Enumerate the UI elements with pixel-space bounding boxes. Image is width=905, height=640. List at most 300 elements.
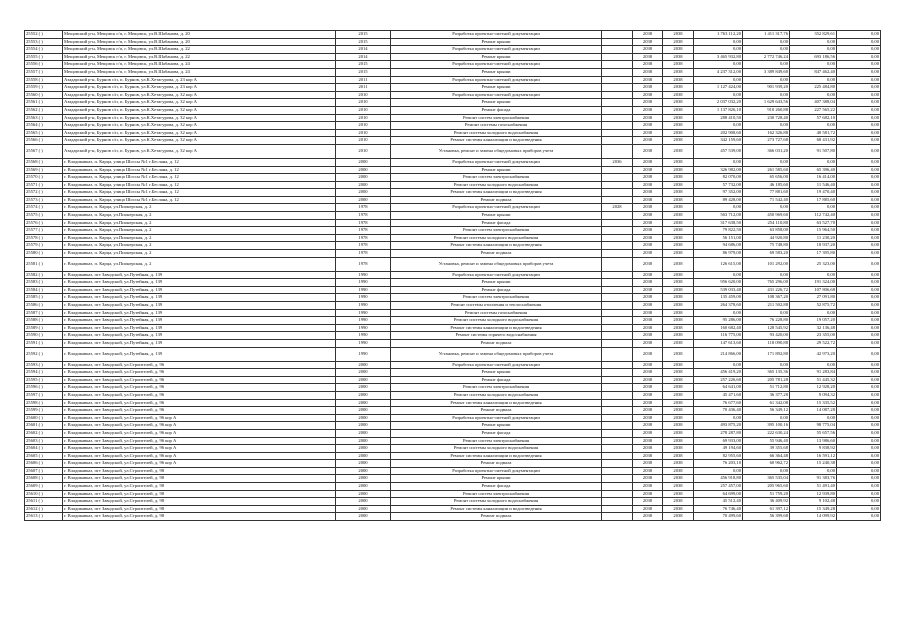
stage-year-cell <box>602 490 633 498</box>
stage-year-cell <box>602 38 633 46</box>
owners-cost-cell: 0,00 <box>790 309 837 317</box>
year-cell: 2000 <box>336 460 391 468</box>
year-cell: 2000 <box>336 399 391 407</box>
stage-year-cell <box>602 452 633 460</box>
total-cost-cell: 3 465 932,80 <box>694 53 743 61</box>
table-row <box>25 234 881 242</box>
year-cell: 2010 <box>336 91 391 99</box>
work-type-cell: Разработка проектно-сметной документации <box>391 467 602 475</box>
address-cell: Мещовский р-н, Мещовск г/п, г. Мещовск, ул.В.Шабанова, д. 22 <box>63 53 336 61</box>
address-cell: Мещовский р-н, Мещовск г/п, г. Мещовск, ул.В.Шабанова, д. 24 <box>63 68 336 76</box>
stage-year-cell <box>602 361 633 369</box>
fund-cost-cell: 108 367,20 <box>743 294 790 302</box>
plan-year-end-cell: 2038 <box>663 219 694 227</box>
other-cost-cell: 0,00 <box>837 279 881 287</box>
owners-cost-cell: 27 091,80 <box>790 294 837 302</box>
table-row <box>25 227 881 235</box>
year-cell: 2014 <box>336 46 391 54</box>
owners-cost-cell: 91 283,84 <box>790 369 837 377</box>
year-cell: 2010 <box>336 129 391 137</box>
address-cell: г. Владикавказ, пгт Заводской, ул.Строителей, д. 98 <box>63 483 336 491</box>
owners-cost-cell: 16 591,12 <box>790 452 837 460</box>
plan-year-end-cell: 2038 <box>663 122 694 130</box>
year-cell: 1990 <box>336 279 391 287</box>
address-cell: г. Владикавказ, пгт Заводской, ул.Путейная, д. 139 <box>63 317 336 325</box>
row-id: 25562 ( ) <box>25 106 63 114</box>
year-cell: 2000 <box>336 452 391 460</box>
table-row <box>25 286 881 294</box>
address-cell: г. Владикавказ, пгт Заводской, ул.Строителей, д. 96 кор А <box>63 445 336 453</box>
plan-year-end-cell: 2038 <box>663 158 694 166</box>
address-cell: г. Владикавказ, пгт Заводской, ул.Путейная, д. 139 <box>63 332 336 340</box>
total-cost-cell: 45 512,40 <box>694 498 743 506</box>
work-type-cell: Ремонт подвала <box>391 339 602 347</box>
other-cost-cell: 0,00 <box>837 38 881 46</box>
fund-cost-cell: 44 920,80 <box>743 234 790 242</box>
address-cell: Азадарский р-н, Бурнов с/п, п. Бурнов, ул.К.Хетагурова, д. 32 кор А <box>63 144 336 158</box>
other-cost-cell: 0,00 <box>837 498 881 506</box>
row-id: 25581 ( ) <box>25 257 63 271</box>
other-cost-cell: 0,00 <box>837 46 881 54</box>
stage-year-cell <box>602 219 633 227</box>
total-cost-cell: 1 137 826,10 <box>694 106 743 114</box>
year-cell: 1990 <box>336 324 391 332</box>
total-cost-cell: 257 457,00 <box>694 483 743 491</box>
stage-year-cell <box>602 271 633 279</box>
table-row <box>25 158 881 166</box>
work-type-cell: Разработка проектно-сметной документации <box>391 158 602 166</box>
plan-year-end-cell: 2038 <box>663 369 694 377</box>
plan-year-end-cell: 2038 <box>663 309 694 317</box>
row-id: 25611 ( ) <box>25 498 63 506</box>
fund-cost-cell: 910 260,88 <box>743 106 790 114</box>
work-type-cell: Разработка проектно-сметной документации <box>391 91 602 99</box>
fund-cost-cell: 765 296,00 <box>743 279 790 287</box>
plan-year-end-cell: 2038 <box>663 437 694 445</box>
other-cost-cell: 0,00 <box>837 445 881 453</box>
total-cost-cell: 4 237 312,00 <box>694 68 743 76</box>
work-type-cell: Ремонт систем электроснабжения <box>391 227 602 235</box>
owners-cost-cell: 0,00 <box>790 38 837 46</box>
fund-cost-cell: 254 110,80 <box>743 219 790 227</box>
address-cell: г. Владикавказ, пгт Заводской, ул.Строителей, д. 98 <box>63 513 336 521</box>
plan-year-start-cell: 2038 <box>633 31 663 39</box>
address-cell: г. Владикавказ, пгт Заводской, ул.Строителей, д. 96 <box>63 361 336 369</box>
table-row <box>25 99 881 107</box>
work-type-cell: Разработка проектно-сметной документации <box>391 204 602 212</box>
address-cell: г. Владикавказ, пгт Заводской, ул.Путейная, д. 139 <box>63 347 336 361</box>
table-row <box>25 339 881 347</box>
plan-year-start-cell: 2038 <box>633 309 663 317</box>
table-row <box>25 369 881 377</box>
plan-year-start-cell: 2038 <box>633 294 663 302</box>
total-cost-cell: 202 908,60 <box>694 129 743 137</box>
owners-cost-cell: 17 395,80 <box>790 250 837 258</box>
owners-cost-cell: 52 875,72 <box>790 302 837 310</box>
table-row <box>25 129 881 137</box>
owners-cost-cell: 15 349,28 <box>790 505 837 513</box>
address-cell: г. Владикавказ, пгт Заводской, ул.Строителей, д. 96 кор А <box>63 429 336 437</box>
year-cell: 2010 <box>336 137 391 145</box>
table-row <box>25 399 881 407</box>
work-type-cell: Ремонт системы горячего водоснабжения <box>391 332 602 340</box>
work-type-cell: Ремонт крыши <box>391 422 602 430</box>
other-cost-cell: 0,00 <box>837 242 881 250</box>
total-cost-cell: 97 352,00 <box>694 189 743 197</box>
owners-cost-cell: 0,00 <box>790 271 837 279</box>
fund-cost-cell: 0,00 <box>743 61 790 69</box>
fund-cost-cell: 93 420,00 <box>743 332 790 340</box>
total-cost-cell: 0,00 <box>694 158 743 166</box>
table-row <box>25 422 881 430</box>
address-cell: г. Владикавказ, п. Карца, улица Шоссы №1 г.Беслана, д. 12 <box>63 181 336 189</box>
year-cell: 2000 <box>336 369 391 377</box>
address-cell: г. Владикавказ, п. Карца, ул.Пионерская, д. 2 <box>63 227 336 235</box>
stage-year-cell <box>602 76 633 84</box>
year-cell: 2000 <box>336 490 391 498</box>
other-cost-cell: 0,00 <box>837 414 881 422</box>
total-cost-cell: 326 982,00 <box>694 166 743 174</box>
row-id: 25586 ( ) <box>25 302 63 310</box>
owners-cost-cell: 9 094,32 <box>790 391 837 399</box>
plan-year-start-cell: 2038 <box>633 204 663 212</box>
plan-year-start-cell: 2038 <box>633 137 663 145</box>
stage-year-cell <box>602 422 633 430</box>
plan-year-start-cell: 2038 <box>633 467 663 475</box>
year-cell: 1990 <box>336 294 391 302</box>
plan-year-start-cell: 2038 <box>633 317 663 325</box>
fund-cost-cell: 230 728,40 <box>743 114 790 122</box>
other-cost-cell: 0,00 <box>837 53 881 61</box>
year-cell: 1978 <box>336 227 391 235</box>
plan-year-end-cell: 2038 <box>663 76 694 84</box>
fund-cost-cell: 205 781,28 <box>743 376 790 384</box>
address-cell: Азадарский р-н, Бурнов с/п, п. Бурнов, ул.К.Хетагурова, д. 32 кор А <box>63 122 336 130</box>
other-cost-cell: 0,00 <box>837 76 881 84</box>
other-cost-cell: 0,00 <box>837 174 881 182</box>
stage-year-cell: 2028 <box>602 204 633 212</box>
plan-year-start-cell: 2038 <box>633 166 663 174</box>
owners-cost-cell: 847 462,40 <box>790 68 837 76</box>
plan-year-start-cell: 2038 <box>633 376 663 384</box>
other-cost-cell: 0,00 <box>837 31 881 39</box>
other-cost-cell: 0,00 <box>837 212 881 220</box>
total-cost-cell: 126 615,00 <box>694 257 743 271</box>
owners-cost-cell: 65 396,40 <box>790 166 837 174</box>
fund-cost-cell: 0,00 <box>743 361 790 369</box>
other-cost-cell: 0,00 <box>837 91 881 99</box>
total-cost-cell: 160 682,40 <box>694 324 743 332</box>
owners-cost-cell: 40 581,72 <box>790 129 837 137</box>
stage-year-cell <box>602 257 633 271</box>
total-cost-cell: 214 866,00 <box>694 347 743 361</box>
year-cell: 2000 <box>336 196 391 204</box>
stage-year-cell: 2036 <box>602 158 633 166</box>
row-id: 25553 ( ) <box>25 38 63 46</box>
row-id: 25569 ( ) <box>25 166 63 174</box>
other-cost-cell: 0,00 <box>837 181 881 189</box>
row-id: 25584 ( ) <box>25 286 63 294</box>
row-id: 25600 ( ) <box>25 414 63 422</box>
plan-year-start-cell: 2038 <box>633 460 663 468</box>
fund-cost-cell: 118 090,88 <box>743 339 790 347</box>
address-cell: г. Владикавказ, пгт Заводской, ул.Строителей, д. 96 кор А <box>63 460 336 468</box>
total-cost-cell: 456 419,20 <box>694 369 743 377</box>
work-type-cell: Ремонт крыши <box>391 38 602 46</box>
address-cell: г. Владикавказ, п. Карца, ул.Пионерская, д. 2 <box>63 257 336 271</box>
plan-year-start-cell: 2038 <box>633 279 663 287</box>
total-cost-cell: 1 763 112,20 <box>694 31 743 39</box>
other-cost-cell: 0,00 <box>837 407 881 415</box>
other-cost-cell: 0,00 <box>837 158 881 166</box>
address-cell: г. Владикавказ, пгт Заводской, ул.Строителей, д. 96 <box>63 369 336 377</box>
row-id: 25567 ( ) <box>25 144 63 158</box>
plan-year-end-cell: 2038 <box>663 61 694 69</box>
table-row <box>25 445 881 453</box>
year-cell: 2011 <box>336 84 391 92</box>
row-id: 25565 ( ) <box>25 129 63 137</box>
other-cost-cell: 0,00 <box>837 460 881 468</box>
total-cost-cell: 539 033,40 <box>694 286 743 294</box>
stage-year-cell <box>602 294 633 302</box>
table-row <box>25 114 881 122</box>
address-cell: г. Владикавказ, пгт Заводской, ул.Строителей, д. 96 кор А <box>63 452 336 460</box>
total-cost-cell: 278 287,80 <box>694 429 743 437</box>
year-cell: 2010 <box>336 144 391 158</box>
work-type-cell: Установка, ремонт и замена общедомовых приборов учета <box>391 144 602 158</box>
stage-year-cell <box>602 212 633 220</box>
other-cost-cell: 0,00 <box>837 391 881 399</box>
total-cost-cell: 116 775,00 <box>694 332 743 340</box>
total-cost-cell: 264 378,60 <box>694 302 743 310</box>
other-cost-cell: 0,00 <box>837 332 881 340</box>
plan-year-end-cell: 2038 <box>663 505 694 513</box>
address-cell: г. Владикавказ, пгт Заводской, ул.Строителей, д. 96 <box>63 384 336 392</box>
table-row <box>25 361 881 369</box>
address-cell: г. Владикавказ, пгт Заводской, ул.Строителей, д. 96 <box>63 391 336 399</box>
row-id: 25609 ( ) <box>25 483 63 491</box>
total-cost-cell: 45 471,60 <box>694 391 743 399</box>
owners-cost-cell: 0,00 <box>790 361 837 369</box>
work-type-cell: Ремонт системы канализации и водоотведения <box>391 452 602 460</box>
owners-cost-cell: 12 928,20 <box>790 384 837 392</box>
table-body <box>25 31 881 521</box>
table-row <box>25 279 881 287</box>
stage-year-cell <box>602 166 633 174</box>
other-cost-cell: 0,00 <box>837 129 881 137</box>
fund-cost-cell: 0,00 <box>743 309 790 317</box>
plan-year-start-cell: 2038 <box>633 257 663 271</box>
year-cell: 2000 <box>336 475 391 483</box>
total-cost-cell: 0,00 <box>694 91 743 99</box>
owners-cost-cell: 15 240,38 <box>790 460 837 468</box>
year-cell: 2015 <box>336 38 391 46</box>
table-row <box>25 429 881 437</box>
address-cell: г. Владикавказ, п. Карца, ул.Пионерская, д. 2 <box>63 242 336 250</box>
work-type-cell: Ремонт системы канализации и водоотведения <box>391 505 602 513</box>
fund-cost-cell: 0,00 <box>743 271 790 279</box>
plan-year-start-cell: 2038 <box>633 219 663 227</box>
plan-year-end-cell: 2038 <box>663 376 694 384</box>
row-id: 25582 ( ) <box>25 271 63 279</box>
total-cost-cell: 147 613,60 <box>694 339 743 347</box>
work-type-cell: Разработка проектно-сметной документации <box>391 361 602 369</box>
row-id: 25587 ( ) <box>25 309 63 317</box>
year-cell: 2000 <box>336 498 391 506</box>
plan-year-end-cell: 2038 <box>663 339 694 347</box>
plan-year-end-cell: 2038 <box>663 91 694 99</box>
plan-year-end-cell: 2038 <box>663 399 694 407</box>
other-cost-cell: 0,00 <box>837 144 881 158</box>
stage-year-cell <box>602 460 633 468</box>
plan-year-end-cell: 2038 <box>663 429 694 437</box>
owners-cost-cell: 19 470,40 <box>790 189 837 197</box>
address-cell: Мещовский р-н, Мещовск г/п, г. Мещовск, ул.В.Шабанова, д. 22 <box>63 46 336 54</box>
plan-year-start-cell: 2038 <box>633 437 663 445</box>
table-row <box>25 384 881 392</box>
fund-cost-cell: 0,00 <box>743 46 790 54</box>
stage-year-cell <box>602 467 633 475</box>
owners-cost-cell: 407 388,04 <box>790 99 837 107</box>
total-cost-cell: 86 979,00 <box>694 250 743 258</box>
work-type-cell: Ремонт крыши <box>391 53 602 61</box>
plan-year-start-cell: 2038 <box>633 144 663 158</box>
address-cell: г. Владикавказ, пгт Заводской, ул.Строителей, д. 96 кор А <box>63 414 336 422</box>
plan-year-end-cell: 2038 <box>663 129 694 137</box>
table-row <box>25 106 881 114</box>
plan-year-start-cell: 2038 <box>633 84 663 92</box>
fund-cost-cell: 3 389 849,60 <box>743 68 790 76</box>
fund-cost-cell: 69 583,20 <box>743 250 790 258</box>
address-cell: г. Владикавказ, пгт Заводской, ул.Строителей, д. 96 кор А <box>63 437 336 445</box>
address-cell: Азадарский р-н, Бурнов с/п, п. Бурнов, ул.К.Хетагурова, д. 32 кор А <box>63 114 336 122</box>
table-row <box>25 204 881 212</box>
row-id: 25579 ( ) <box>25 242 63 250</box>
year-cell: 2000 <box>336 158 391 166</box>
plan-year-start-cell: 2038 <box>633 302 663 310</box>
total-cost-cell: 0,00 <box>694 61 743 69</box>
owners-cost-cell: 107 806,68 <box>790 286 837 294</box>
owners-cost-cell: 55 657,56 <box>790 429 837 437</box>
fund-cost-cell: 0,00 <box>743 122 790 130</box>
row-id: 25591 ( ) <box>25 339 63 347</box>
year-cell: 2000 <box>336 513 391 521</box>
owners-cost-cell: 0,00 <box>790 467 837 475</box>
plan-year-end-cell: 2038 <box>663 106 694 114</box>
plan-year-start-cell: 2038 <box>633 445 663 453</box>
owners-cost-cell: 11 546,40 <box>790 181 837 189</box>
owners-cost-cell: 23 355,00 <box>790 332 837 340</box>
table-row <box>25 76 881 84</box>
fund-cost-cell: 211 502,88 <box>743 302 790 310</box>
work-type-cell: Ремонт фасада <box>391 483 602 491</box>
row-id: 25610 ( ) <box>25 490 63 498</box>
owners-cost-cell: 57 682,10 <box>790 114 837 122</box>
stage-year-cell <box>602 475 633 483</box>
plan-year-end-cell: 2038 <box>663 46 694 54</box>
plan-year-end-cell: 2038 <box>663 302 694 310</box>
fund-cost-cell: 261 585,60 <box>743 166 790 174</box>
plan-year-start-cell: 2038 <box>633 384 663 392</box>
fund-cost-cell: 51 712,80 <box>743 384 790 392</box>
address-cell: г. Владикавказ, пгт Заводской, ул.Строителей, д. 98 <box>63 475 336 483</box>
row-id: 25558 ( ) <box>25 76 63 84</box>
fund-cost-cell: 36 377,28 <box>743 391 790 399</box>
year-cell: 2000 <box>336 181 391 189</box>
table-row <box>25 212 881 220</box>
stage-year-cell <box>602 317 633 325</box>
table-row <box>25 332 881 340</box>
table-row <box>25 61 881 69</box>
work-type-cell: Ремонт подвала <box>391 250 602 258</box>
total-cost-cell: 457 539,00 <box>694 144 743 158</box>
stage-year-cell <box>602 68 633 76</box>
owners-cost-cell: 14 087,28 <box>790 407 837 415</box>
stage-year-cell <box>602 339 633 347</box>
owners-cost-cell: 19 057,20 <box>790 317 837 325</box>
row-id: 25594 ( ) <box>25 369 63 377</box>
year-cell: 1978 <box>336 204 391 212</box>
row-id: 25571 ( ) <box>25 181 63 189</box>
plan-year-start-cell: 2038 <box>633 99 663 107</box>
year-cell: 2000 <box>336 361 391 369</box>
other-cost-cell: 0,00 <box>837 467 881 475</box>
plan-year-end-cell: 2038 <box>663 137 694 145</box>
work-type-cell: Разработка проектно-сметной документации <box>391 76 602 84</box>
fund-cost-cell: 0,00 <box>743 38 790 46</box>
fund-cost-cell: 205 965,60 <box>743 483 790 491</box>
plan-year-start-cell: 2038 <box>633 414 663 422</box>
other-cost-cell: 0,00 <box>837 204 881 212</box>
stage-year-cell <box>602 181 633 189</box>
address-cell: г. Владикавказ, п. Карца, улица Шоссы №1 г.Беслана, д. 12 <box>63 158 336 166</box>
owners-cost-cell: 91 383,76 <box>790 475 837 483</box>
plan-year-start-cell: 2038 <box>633 129 663 137</box>
total-cost-cell: 0,00 <box>694 467 743 475</box>
year-cell: 1990 <box>336 339 391 347</box>
work-type-cell: Ремонт системы холодного водоснабжения <box>391 498 602 506</box>
row-id: 25560 ( ) <box>25 91 63 99</box>
plan-year-start-cell: 2038 <box>633 332 663 340</box>
fund-cost-cell: 365 535,04 <box>743 475 790 483</box>
stage-year-cell <box>602 227 633 235</box>
fund-cost-cell: 222 630,24 <box>743 429 790 437</box>
fund-cost-cell: 75 748,80 <box>743 242 790 250</box>
work-type-cell: Ремонт систем электроснабжения <box>391 294 602 302</box>
plan-year-end-cell: 2038 <box>663 114 694 122</box>
row-id: 25575 ( ) <box>25 212 63 220</box>
table-row <box>25 174 881 182</box>
owners-cost-cell: 14 099,92 <box>790 513 837 521</box>
row-id: 25595 ( ) <box>25 376 63 384</box>
total-cost-cell: 0,00 <box>694 38 743 46</box>
table-row <box>25 271 881 279</box>
row-id: 25602 ( ) <box>25 429 63 437</box>
total-cost-cell: 79 822,50 <box>694 227 743 235</box>
other-cost-cell: 0,00 <box>837 324 881 332</box>
owners-cost-cell: 32 136,48 <box>790 324 837 332</box>
year-cell: 2000 <box>336 505 391 513</box>
table-row <box>25 460 881 468</box>
other-cost-cell: 0,00 <box>837 399 881 407</box>
other-cost-cell: 0,00 <box>837 250 881 258</box>
address-cell: г. Владикавказ, п. Карца, улица Шоссы №1 г.Беслана, д. 12 <box>63 196 336 204</box>
row-id: 25606 ( ) <box>25 460 63 468</box>
other-cost-cell: 0,00 <box>837 137 881 145</box>
owners-cost-cell: 91 507,80 <box>790 144 837 158</box>
total-cost-cell: 342 159,60 <box>694 137 743 145</box>
year-cell: 2000 <box>336 391 391 399</box>
